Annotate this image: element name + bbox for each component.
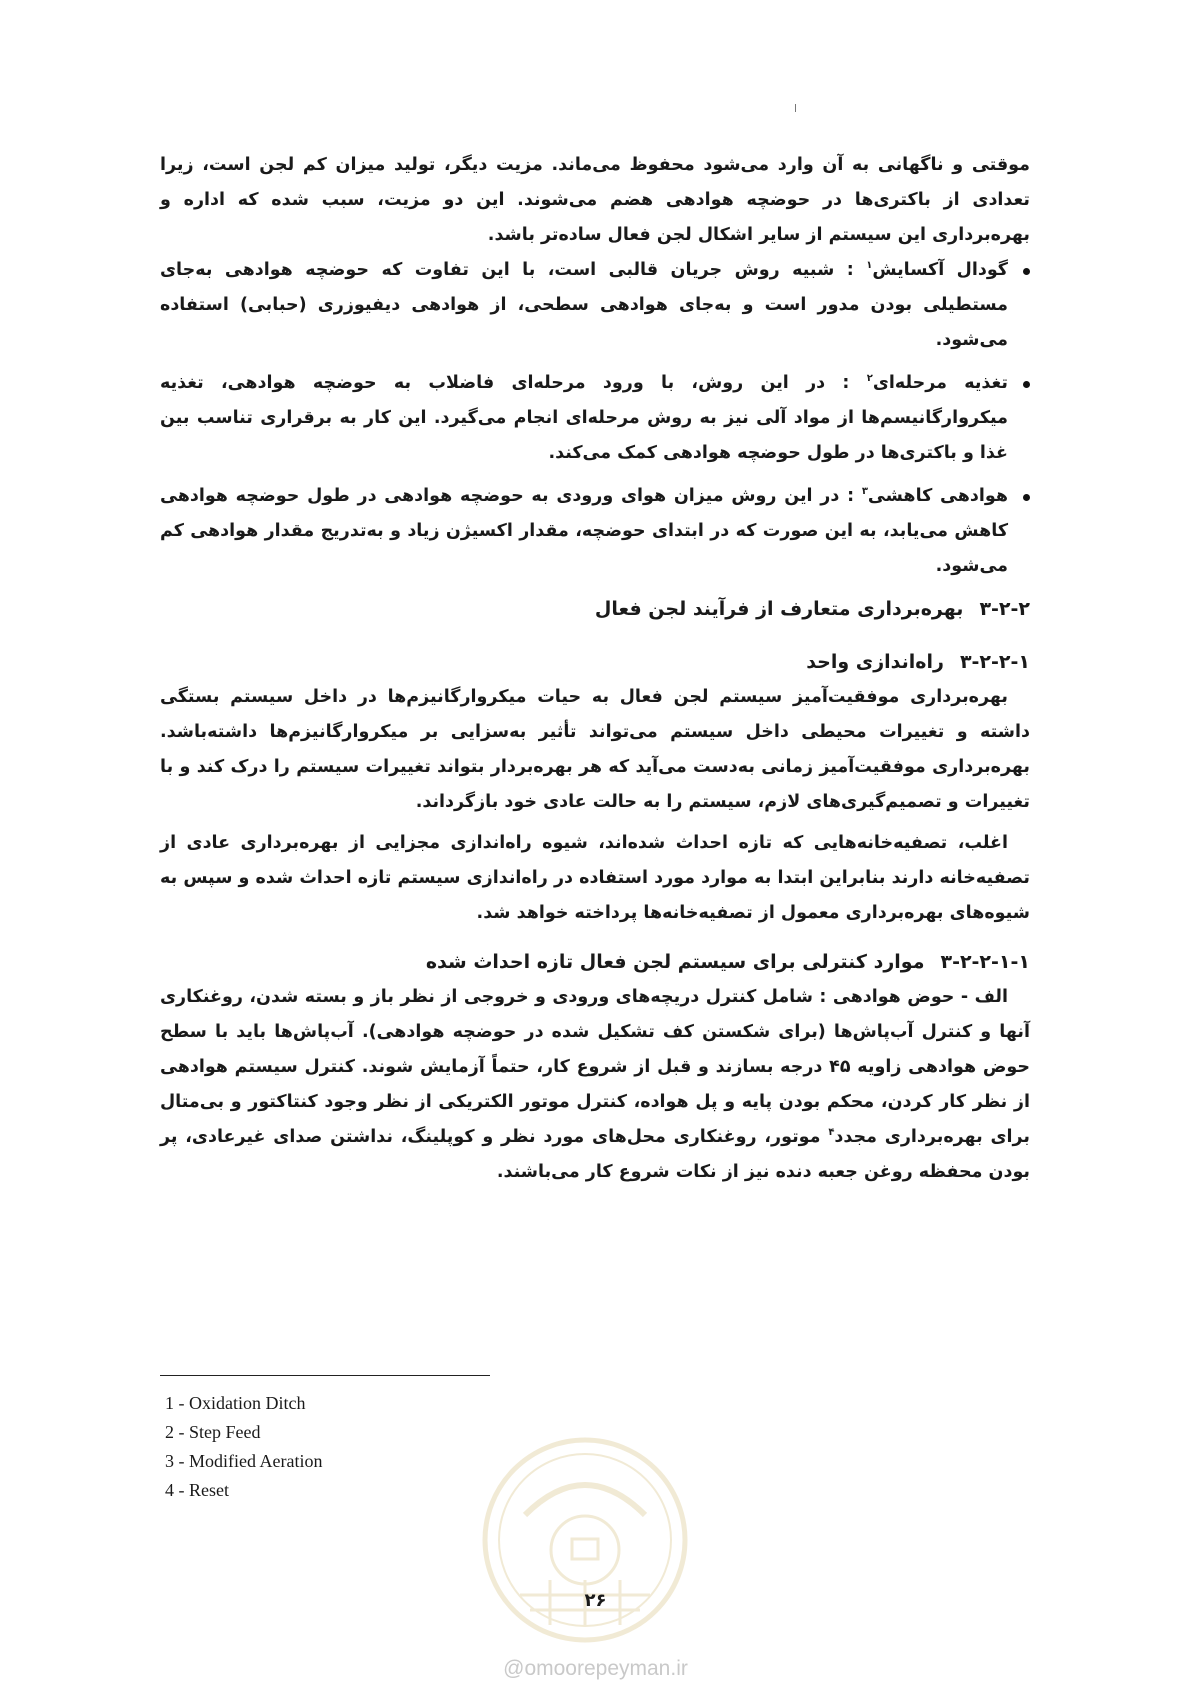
list-item <box>160 366 1030 471</box>
footnote-divider <box>160 1375 490 1376</box>
bullet-text: : در این روش میزان هوای ورودی به حوضچه هوادهی در طول حوضچه هوادهی کاهش می‌یابد، به این صورت که در ابتدای حوضچه، مقدار اکسیژن زیاد و به‌تدریج مقدار هوادهی کم می‌شود. <box>160 486 1008 576</box>
bullet-icon <box>1023 381 1030 388</box>
subsubsection-heading <box>160 945 1030 980</box>
bullet-lead: گودال آکسایش <box>872 260 1008 280</box>
watermark-seal-icon <box>480 1435 690 1645</box>
section-number: ۳-۲-۲ <box>979 598 1030 620</box>
footnotes <box>165 1389 322 1505</box>
footnote: 3 - Modified Aeration <box>165 1451 323 1471</box>
footnote-ref: ۳ <box>861 486 868 498</box>
bullet-lead: تغذیه مرحله‌ای <box>872 373 1008 393</box>
watermark-url: @omoorepeyman.ir <box>503 1657 688 1680</box>
bullet-text: : در این روش، با ورود مرحله‌ای فاضلاب به حوضچه هوادهی، تغذیه میکروارگانیسم‌ها از مواد آلی نیز به روش مرحله‌ای انجام می‌گیرد. این کار به برقراری تناسب بین غذا و باکتری‌ها در طول حوضچه هوادهی کمک می‌کند. <box>160 373 1008 463</box>
footnote: 2 - Step Feed <box>165 1422 261 1442</box>
subsubsection-title: موارد کنترلی برای سیستم لجن فعال تازه احداث شده <box>425 951 925 973</box>
list-item <box>160 479 1030 584</box>
bullet-icon <box>1023 268 1030 275</box>
footnote: 1 - Oxidation Ditch <box>165 1393 306 1413</box>
scan-mark <box>795 104 796 112</box>
bullet-list <box>160 253 1030 584</box>
section-title: بهره‌برداری متعارف از فرآیند لجن فعال <box>594 598 964 620</box>
list-item <box>160 253 1030 358</box>
bullet-lead: هوادهی کاهشی <box>867 486 1008 506</box>
bullet-text: : شبیه روش جریان قالبی است، با این تفاوت که حوضچه هوادهی به‌جای مستطیلی بودن مدور است و به‌جای هوادهی سطحی، از هوادهی دیفیوزری (حبابی) استفاده می‌شود. <box>160 260 1008 350</box>
intro-paragraph: موقتی و ناگهانی به آن وارد می‌شود محفوظ می‌ماند. مزیت دیگر، تولید میزان کم لجن است، زیرا تعدادی از باکتری‌ها در حوضچه هوادهی هضم می‌شوند. این دو مزیت، سبب شده که اداره و بهره‌برداری این سیستم از سایر اشکال لجن فعال ساده‌تر باشد. <box>160 155 1030 245</box>
section-block <box>160 592 1030 1190</box>
paragraph-text-continued: موتور، روغنکاری محل‌های مورد نظر و کوپلینگ، نداشتن صدای غیرعادی، پر بودن محفظه روغن جعبه دنده نیز از نکات شروع کار می‌باشند. <box>160 1127 1030 1182</box>
paragraph-aeration-basin <box>160 980 1030 1190</box>
footnote-ref: ۲ <box>866 373 873 385</box>
subsection-number: ۳-۲-۲-۱ <box>959 651 1030 673</box>
footnote: 4 - Reset <box>165 1480 229 1500</box>
section-heading <box>160 592 1030 627</box>
page-number: ۲۶ <box>584 1590 607 1611</box>
paragraph-text: الف - حوض هوادهی : شامل کنترل دریچه‌های ورودی و خروجی از نظر باز و بسته شدن، روغنکاری آنها و کنترل آب‌پاش‌ها (برای شکستن کف تشکیل شده در حوضچه هوادهی). آب‌پاش‌ها باید با سطح حوض هوادهی زاویه ۴۵ درجه بسازند و قبل از شروع کار، حتماً آزمایش شوند. کنترل سیستم هوادهی از نظر کار کردن، محکم بودن پایه و پل هواده، کنترل موتور الکتریکی از نظر وجود کنتاکتور و بی‌متال برای بهره‌برداری مجدد <box>160 987 1030 1147</box>
main-text-block <box>160 148 1030 592</box>
subsubsection-number: ۳-۲-۲-۱-۱ <box>940 951 1030 973</box>
footnote-ref: ۱ <box>866 260 873 272</box>
bullet-icon <box>1023 494 1030 501</box>
subsection-title: راه‌اندازی واحد <box>806 651 944 673</box>
footnote-ref: ۴ <box>828 1127 835 1139</box>
subsection-heading <box>160 645 1030 680</box>
paragraph-startup: بهره‌برداری موفقیت‌آمیز سیستم لجن فعال به حیات میکروارگانیزم‌ها در داخل سیستم بستگی داشته و تغییرات محیطی داخل سیستم می‌تواند تأثیر به‌سزایی بر میکروارگانیزم‌ها داشته‌باشد. بهره‌برداری موفقیت‌آمیز زمانی به‌دست می‌آید که هر بهره‌بردار بتواند تغییرات سیستم را درک کند و با تغییرات و تصمیم‌گیری‌های لازم، سیستم را به حالت عادی خود بازگرداند. <box>160 687 1030 812</box>
paragraph-new-plants: اغلب، تصفیه‌خانه‌هایی که تازه احداث شده‌اند، شیوه راه‌اندازی مجزایی از بهره‌برداری عادی از تصفیه‌خانه دارند بنابراین ابتدا به موارد مورد استفاده در راه‌اندازی سیستم تازه احداث شده و سپس به شیوه‌های بهره‌برداری معمول از تصفیه‌خانه‌ها پرداخته خواهد شد. <box>160 833 1030 923</box>
